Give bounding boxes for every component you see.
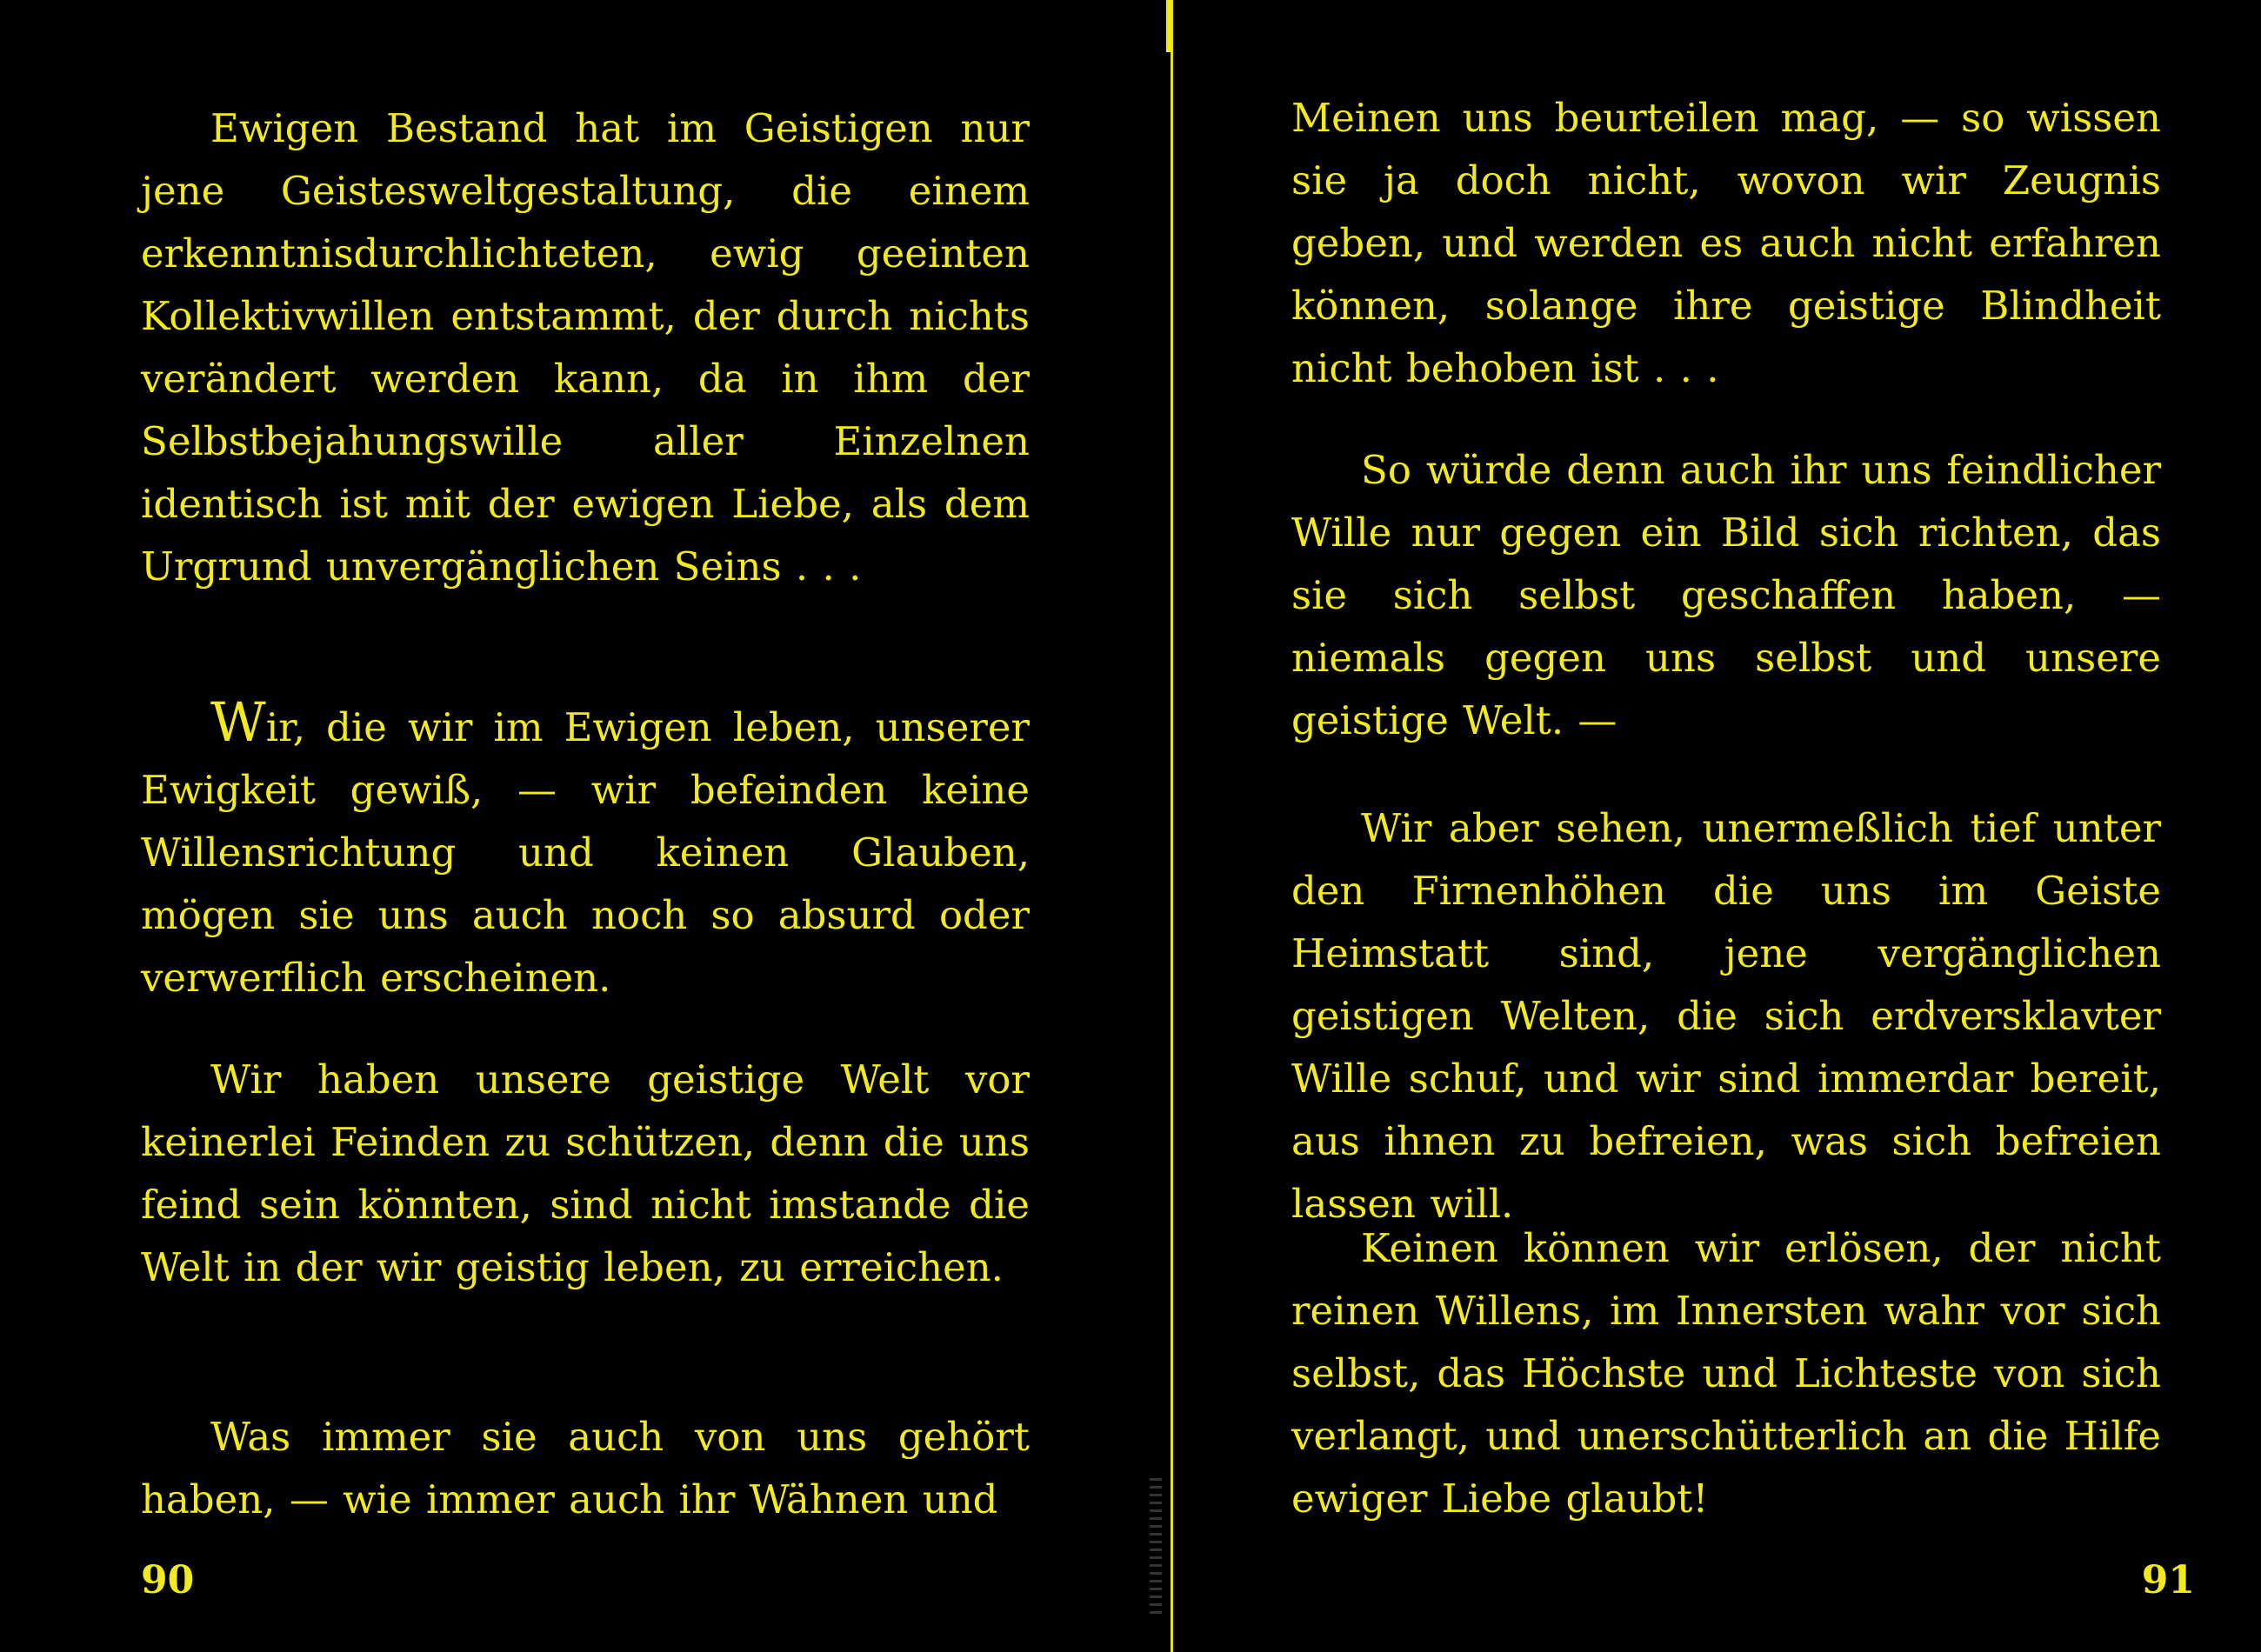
book-gutter xyxy=(1157,0,1183,1652)
paragraph: So würde denn auch ihr uns feindlicher Wille nur gegen ein Bild sich richten, das sie sich selbst geschaffen haben, — niemals gegen uns selbst und unsere geistige Welt. — xyxy=(1291,447,2161,743)
right-text-block-3 xyxy=(1291,797,2161,1236)
drop-cap: W xyxy=(210,690,266,754)
paragraph: Keinen können wir erlösen, der nicht reinen Willens, im Innersten wahr vor sich selbst, das Höchste und Lichteste von sich verlangt, und unerschütterlich an die Hilfe ewiger Liebe glaubt! xyxy=(1291,1225,2161,1522)
page-number-left: 90 xyxy=(141,1558,195,1602)
paragraph: Wir haben unsere geistige Welt vor keinerlei Feinden zu schützen, denn die uns feind sein könnten, sind nicht imstande die Welt in der wir geistig leben, zu erreichen. xyxy=(141,1056,1030,1290)
gutter-line-top xyxy=(1166,0,1172,52)
page-number-right: 91 xyxy=(2141,1558,2195,1602)
paragraph-text: ir, die wir im Ewigen leben, unserer Ewigkeit gewiß, — wir befeinden keine Willensrichtung und keinen Glauben, mögen sie uns auch noch so absurd oder verwerflich erscheinen. xyxy=(141,704,1030,1001)
paragraph: Wir aber sehen, unermeßlich tief unter den Firnenhöhen die uns im Geiste Heimstatt sind, jene vergänglichen geistigen Welten, die sich erdversklavter Wille schuf, und wir sind immerdar bereit, aus ihnen zu befreien, was sich befreien lassen will. xyxy=(1291,805,2161,1227)
left-text-block-1 xyxy=(141,97,1030,598)
right-text-block-4 xyxy=(1291,1217,2161,1530)
paragraph: Meinen uns beurteilen mag, — so wissen sie ja doch nicht, wovon wir Zeugnis geben, und werden es auch nicht erfahren können, solange ihre geistige Blindheit nicht behoben ist . . . xyxy=(1291,95,2161,391)
gutter-line xyxy=(1171,0,1173,1652)
left-text-block-4 xyxy=(141,1406,1030,1531)
right-text-block-2 xyxy=(1291,439,2161,752)
left-text-block-3 xyxy=(141,1049,1030,1299)
right-page xyxy=(1183,0,2261,1652)
paragraph: Ewigen Bestand hat im Geistigen nur jene Geistesweltgestaltung, die einem erkenntnisdurchlichteten, ewig geeinten Kollektivwillen entstammt, der durch nichts verändert werden kann, da in ihm der Selbstbejahungswille aller Einzelnen identisch ist mit der ewigen Liebe, als dem Urgrund unvergänglichen Seins . . . xyxy=(141,105,1030,590)
gutter-speckle xyxy=(1150,1478,1162,1617)
right-text-block-1 xyxy=(1291,87,2161,400)
paragraph xyxy=(141,691,1030,1009)
left-text-block-2 xyxy=(141,691,1030,1009)
paragraph: Was immer sie auch von uns gehört haben, — wie immer auch ihr Wähnen und xyxy=(141,1414,1030,1522)
